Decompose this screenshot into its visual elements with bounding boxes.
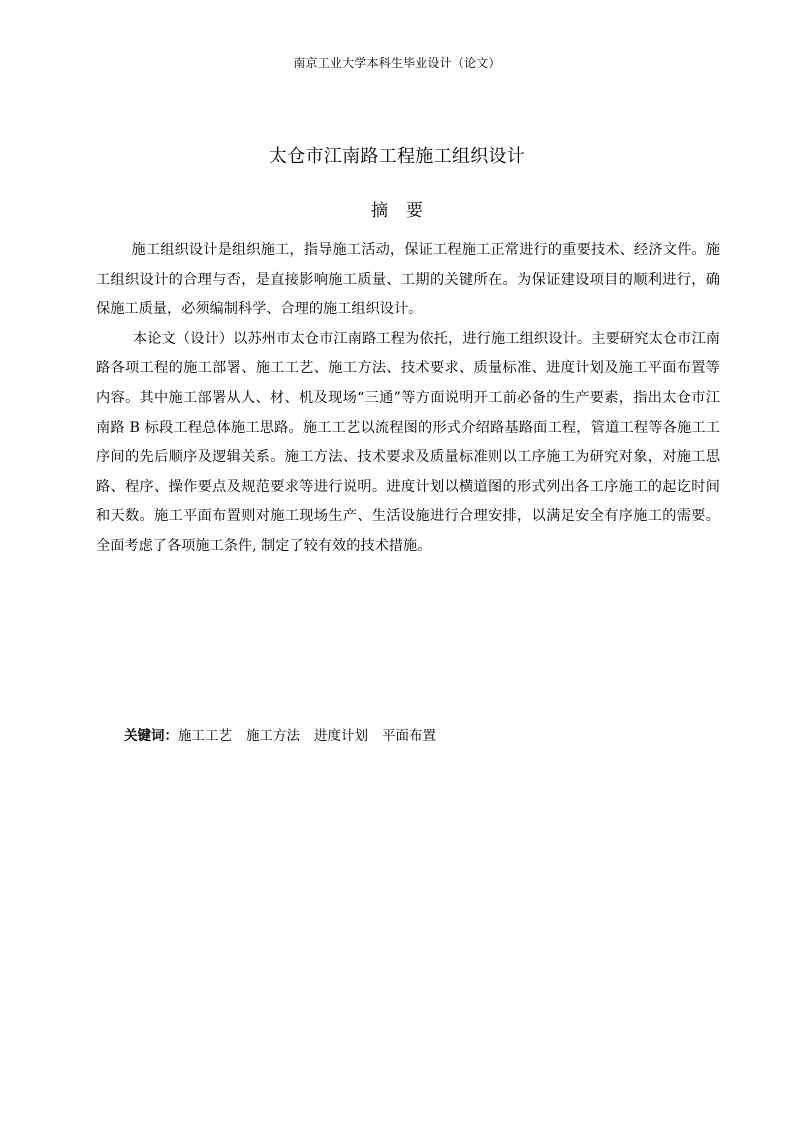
keywords-label: 关键词： [124,728,178,744]
abstract-heading [0,198,794,224]
abstract-paragraph-1: 施工组织设计是组织施工，指导施工活动，保证工程施工正常进行的重要技术、经济文件。施工组织设计的合理与否，是直接影响施工质量、工期的关键所在。为保证建设项目的顺利进行，确保施工质量，必须编制科学、合理的施工组织设计。 [96,242,720,318]
abstract-body [96,236,720,562]
header-rule [96,76,700,77]
keyword-item: 施工工艺 [178,728,232,744]
keywords-line [124,726,684,746]
keyword-item: 施工方法 [246,728,300,744]
abstract-paragraph-2: 本论文（设计）以苏州市太仓市江南路工程为依托，进行施工组织设计。主要研究太仓市江南路各项工程的施工部署、施工工艺、施工方法、技术要求、质量标准、进度计划及施工平面布置等内容。其中施工部署从人、材、机及现场“三通”等方面说明开工前必备的生产要素，指出太仓市江南路 B 标段工程总体施工思路。施工工艺以流程图的形式介绍路基路面工程，管道工程等各施工工序间的先后顺序及逻辑关系。施工方法、技术要求及质量标准则以工序施工为研究对象，对施工思路、程序、操作要点及规范要求等进行说明。进度计划以横道图的形式列出各工序施工的起讫时间和天数。施工平面布置则对施工现场生产、生活设施进行合理安排，以满足安全有序施工的需要。全面考虑了各项施工条件, 制定了较有效的技术措施。 [96,330,720,554]
abstract-heading-char-2: 要 [406,201,423,221]
abstract-heading-char-1: 摘 [371,201,388,221]
running-header: 南京工业大学本科生毕业设计（论文） [293,56,501,70]
thesis-title: 太仓市江南路工程施工组织设计 [268,146,526,167]
keyword-item: 进度计划 [314,728,368,744]
keyword-item: 平面布置 [382,728,436,744]
